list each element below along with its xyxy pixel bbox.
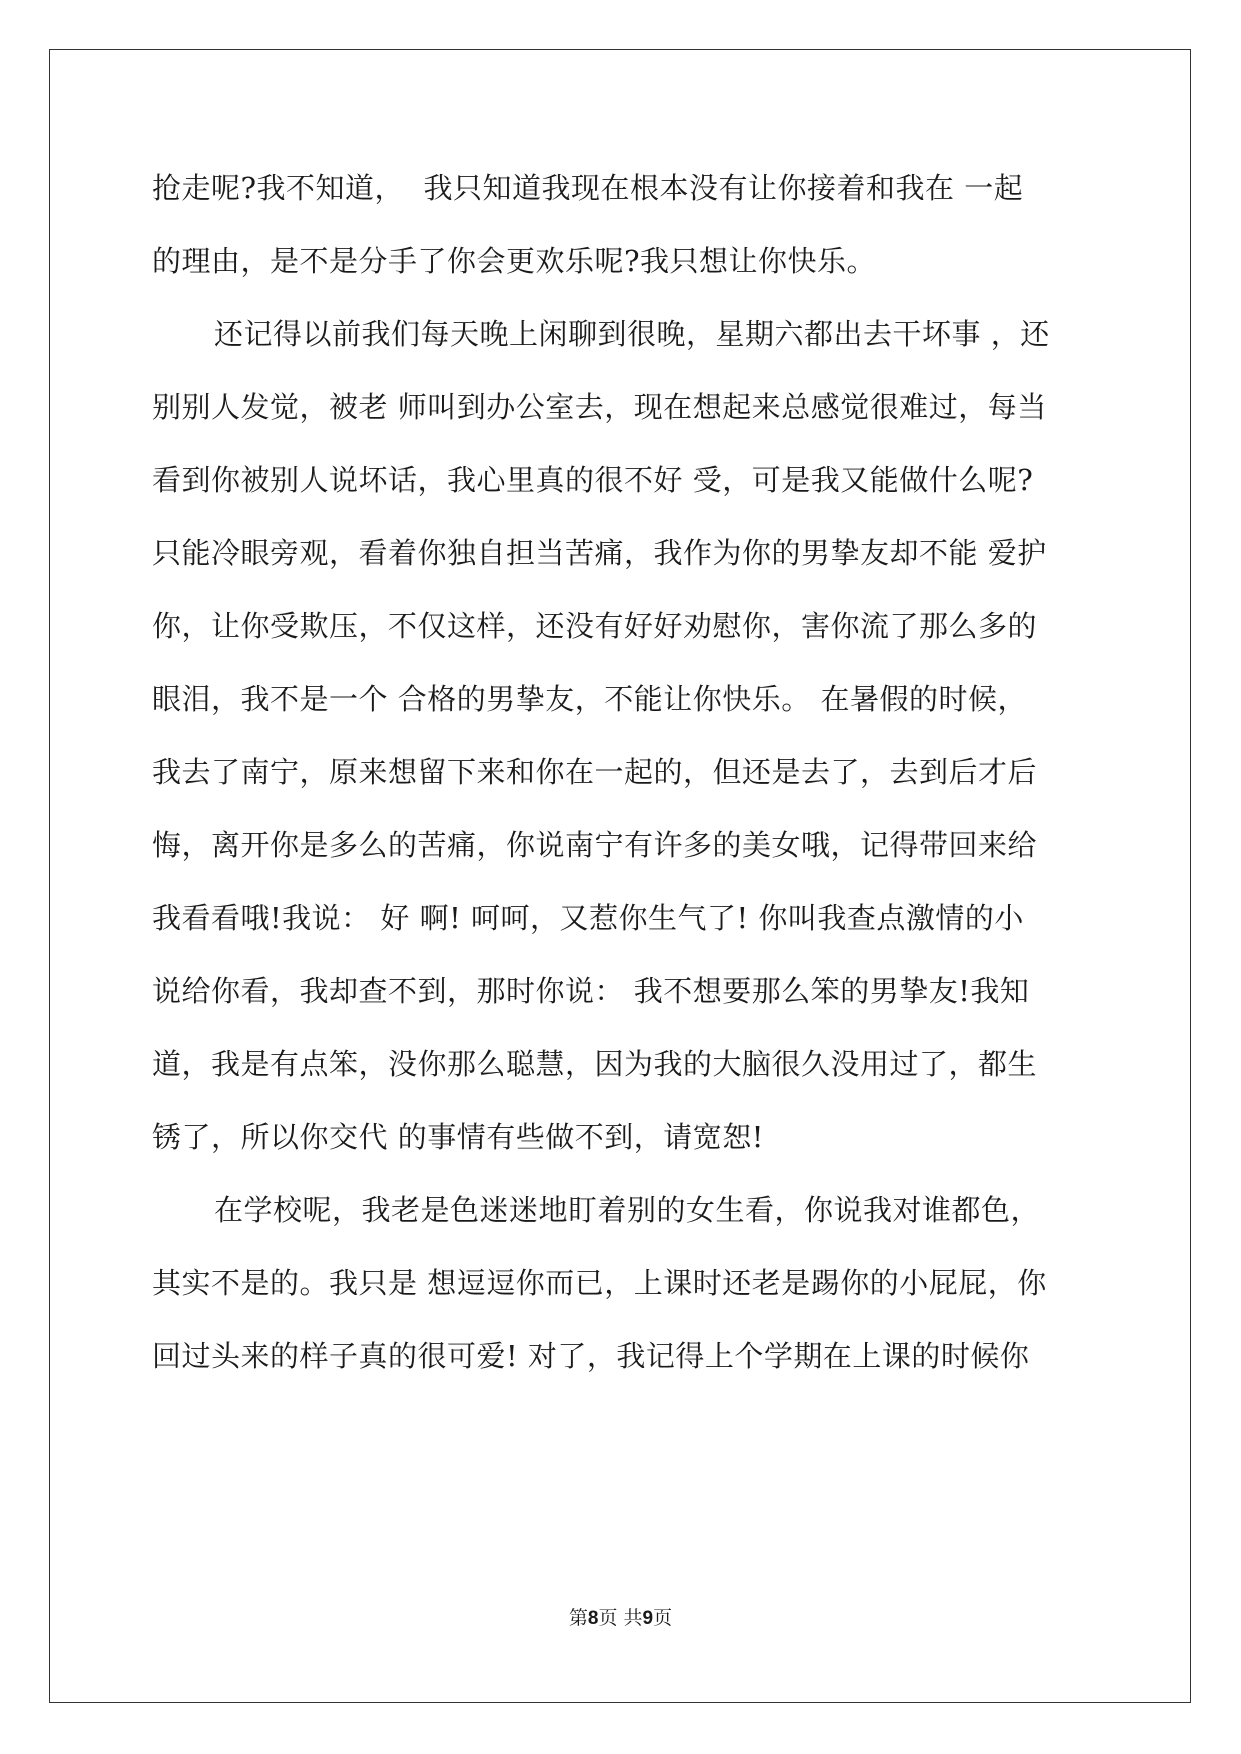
total-page-number: 9 xyxy=(642,1608,654,1629)
text-line: 的理由，是不是分手了你会更欢乐呢?我只想让你快乐。 xyxy=(152,244,877,278)
text-line: 我看看哦!我说： 好 啊! 呵呵，又惹你生气了! 你叫我查点激情的小 xyxy=(152,901,1024,935)
page-footer xyxy=(0,1606,1241,1631)
text-line: 其实不是的。我只是 想逗逗你而已，上课时还老是踢你的小屁屁，你 xyxy=(152,1266,1047,1300)
text-line: 眼泪，我不是一个 合格的男挚友，不能让你快乐。 在暑假的时候， xyxy=(152,682,1027,716)
text-line: 抢走呢?我不知道， 我只知道我现在根本没有让你接着和我在 一起 xyxy=(152,171,1024,205)
footer-prefix: 第 xyxy=(568,1607,588,1629)
text-line: 别别人发觉，被老 师叫到办公室去，现在想起来总感觉很难过，每当 xyxy=(152,390,1047,424)
text-line: 只能冷眼旁观，看着你独自担当苦痛，我作为你的男挚友却不能 爱护 xyxy=(152,536,1047,570)
text-line: 道，我是有点笨，没你那么聪慧，因为我的大脑很久没用过了，都生 xyxy=(152,1047,1038,1081)
text-line: 我去了南宁，原来想留下来和你在一起的，但还是去了，去到后才后 xyxy=(152,755,1038,789)
text-line: 锈了，所以你交代 的事情有些做不到，请宽恕! xyxy=(152,1120,764,1154)
text-line: 看到你被别人说坏话，我心里真的很不好 受，可是我又能做什么呢? xyxy=(152,463,1034,497)
paragraph-first-line: 在学校呢，我老是色迷迷地盯着别的女生看，你说我对谁都色， xyxy=(214,1193,1041,1227)
current-page-number: 8 xyxy=(587,1608,599,1629)
page-frame xyxy=(49,49,1191,1703)
text-line: 回过头来的样子真的很可爱! 对了，我记得上个学期在上课的时候你 xyxy=(152,1339,1030,1373)
paragraph-first-line: 还记得以前我们每天晚上闲聊到很晚，星期六都出去干坏事 ，还 xyxy=(214,317,1050,351)
text-line: 你，让你受欺压，不仅这样，还没有好好劝慰你，害你流了那么多的 xyxy=(152,609,1038,643)
footer-middle: 页 共 xyxy=(598,1607,643,1629)
text-line: 悔，离开你是多么的苦痛，你说南宁有许多的美女哦，记得带回来给 xyxy=(152,828,1038,862)
text-line: 说给你看，我却查不到，那时你说： 我不想要那么笨的男挚友!我知 xyxy=(152,974,1030,1008)
footer-suffix: 页 xyxy=(653,1607,673,1629)
